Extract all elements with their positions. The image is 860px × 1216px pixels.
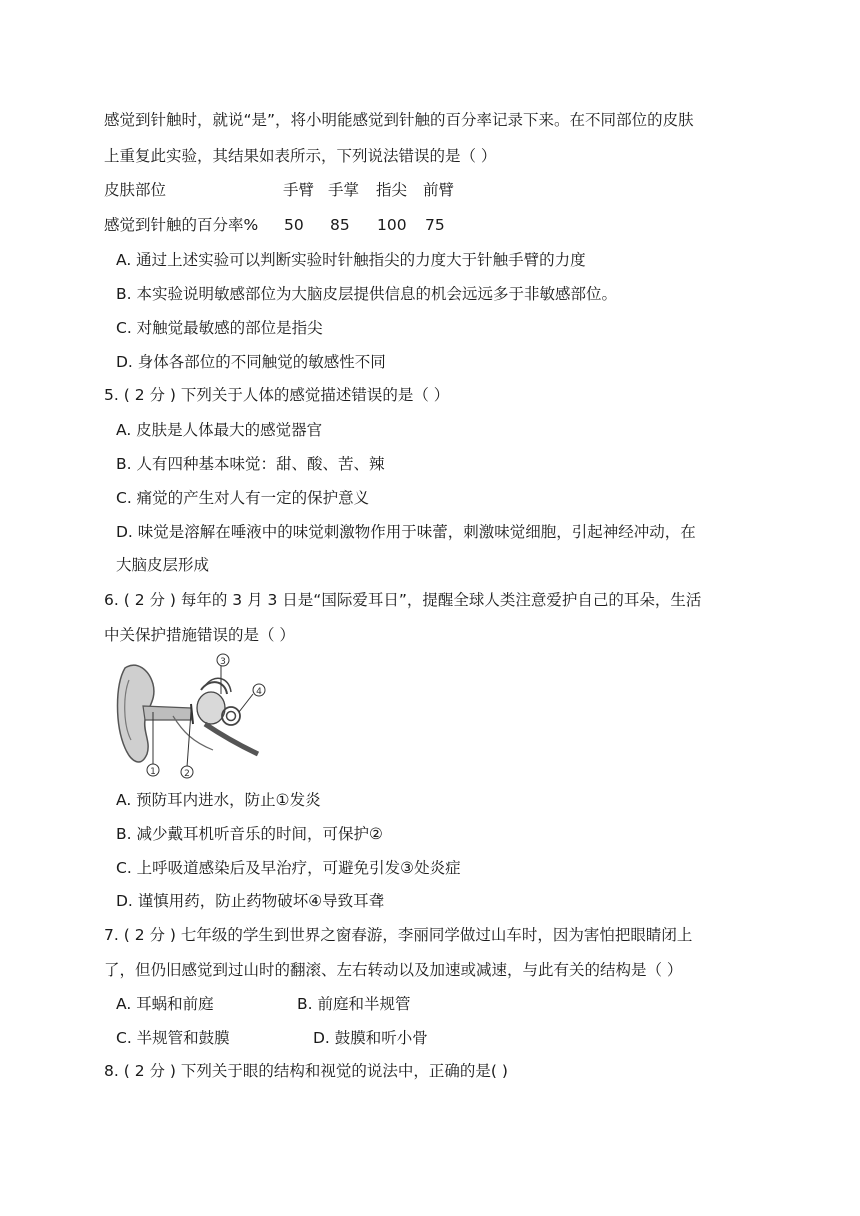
q5-option-b: B. 人有四种基本味觉：甜、酸、苦、辣 — [116, 455, 385, 473]
q7-option-b: B. 前庭和半规管 — [297, 995, 411, 1013]
q4-stem-line-1: 感觉到针触时，就说“是”，将小明能感觉到针触的百分率记录下来。在不同部位的皮肤 — [104, 111, 694, 129]
svg-text:1: 1 — [150, 767, 156, 777]
table-col-forearm: 前臂 — [423, 181, 455, 199]
figure-label-2 — [181, 766, 193, 779]
svg-text:4: 4 — [256, 687, 262, 697]
q5-option-a: A. 皮肤是人体最大的感觉器官 — [116, 421, 323, 439]
q4-stem-line-2: 上重复此实验，其结果如表所示，下列说法错误的是（ ） — [104, 147, 497, 165]
q7-option-d: D. 鼓膜和听小骨 — [313, 1029, 428, 1047]
table-value-fingertip: 100 — [377, 216, 407, 234]
q6-stem-line-2: 中关保护措施错误的是（ ） — [104, 626, 295, 644]
table-header-label: 皮肤部位 — [104, 181, 167, 199]
q5-stem: 5. ( 2 分 ) 下列关于人体的感觉描述错误的是（ ） — [104, 386, 450, 404]
svg-text:2: 2 — [184, 769, 190, 779]
figure-label-4 — [253, 684, 265, 697]
q4-option-b: B. 本实验说明敏感部位为大脑皮层提供信息的机会远远多于非敏感部位。 — [116, 285, 617, 303]
svg-text:3: 3 — [220, 657, 226, 667]
q4-option-d: D. 身体各部位的不同触觉的敏感性不同 — [116, 353, 386, 371]
q7-stem-line-1: 7. ( 2 分 ) 七年级的学生到世界之窗春游，李丽同学做过山车时，因为害怕把眼睛闭上 — [104, 926, 693, 944]
q6-option-d: D. 谨慎用药，防止药物破坏④导致耳聋 — [116, 892, 385, 910]
q4-option-a: A. 通过上述实验可以判断实验时针触指尖的力度大于针触手臂的力度 — [116, 251, 586, 269]
q7-option-a: A. 耳蜗和前庭 — [116, 995, 214, 1013]
q5-option-c: C. 痛觉的产生对人有一定的保护意义 — [116, 489, 370, 507]
table-col-palm: 手掌 — [328, 181, 360, 199]
ear-structure-figure — [113, 650, 278, 780]
table-value-forearm: 75 — [425, 216, 445, 234]
q4-option-c: C. 对触觉最敏感的部位是指尖 — [116, 319, 323, 337]
figure-label-1 — [147, 764, 159, 777]
q6-stem-line-1: 6. ( 2 分 ) 每年的 3 月 3 日是“国际爱耳日”，提醒全球人类注意爱护自己的耳朵，生活 — [104, 591, 702, 609]
q5-option-d: D. 味觉是溶解在唾液中的味觉刺激物作用于味蕾，刺激味觉细胞，引起神经冲动，在 — [116, 523, 696, 541]
q5-option-d-continued: 大脑皮层形成 — [116, 556, 210, 574]
table-value-palm: 85 — [330, 216, 350, 234]
q6-option-b: B. 减少戴耳机听音乐的时间，可保护② — [116, 825, 383, 843]
q7-option-c: C. 半规管和鼓膜 — [116, 1029, 230, 1047]
q6-option-c: C. 上呼吸道感染后及早治疗，可避免引发③处炎症 — [116, 859, 461, 877]
figure-label-3 — [217, 654, 229, 667]
q7-stem-line-2: 了，但仍旧感觉到过山时的翻滚、左右转动以及加速或减速，与此有关的结构是（ ） — [104, 961, 683, 979]
table-row-label: 感觉到针触的百分率% — [104, 216, 259, 234]
table-value-arm: 50 — [284, 216, 304, 234]
q8-stem: 8. ( 2 分 ) 下列关于眼的结构和视觉的说法中，正确的是( ) — [104, 1062, 508, 1080]
table-col-arm: 手臂 — [283, 181, 315, 199]
table-col-fingertip: 指尖 — [376, 181, 408, 199]
q6-option-a: A. 预防耳内进水，防止①发炎 — [116, 791, 321, 809]
